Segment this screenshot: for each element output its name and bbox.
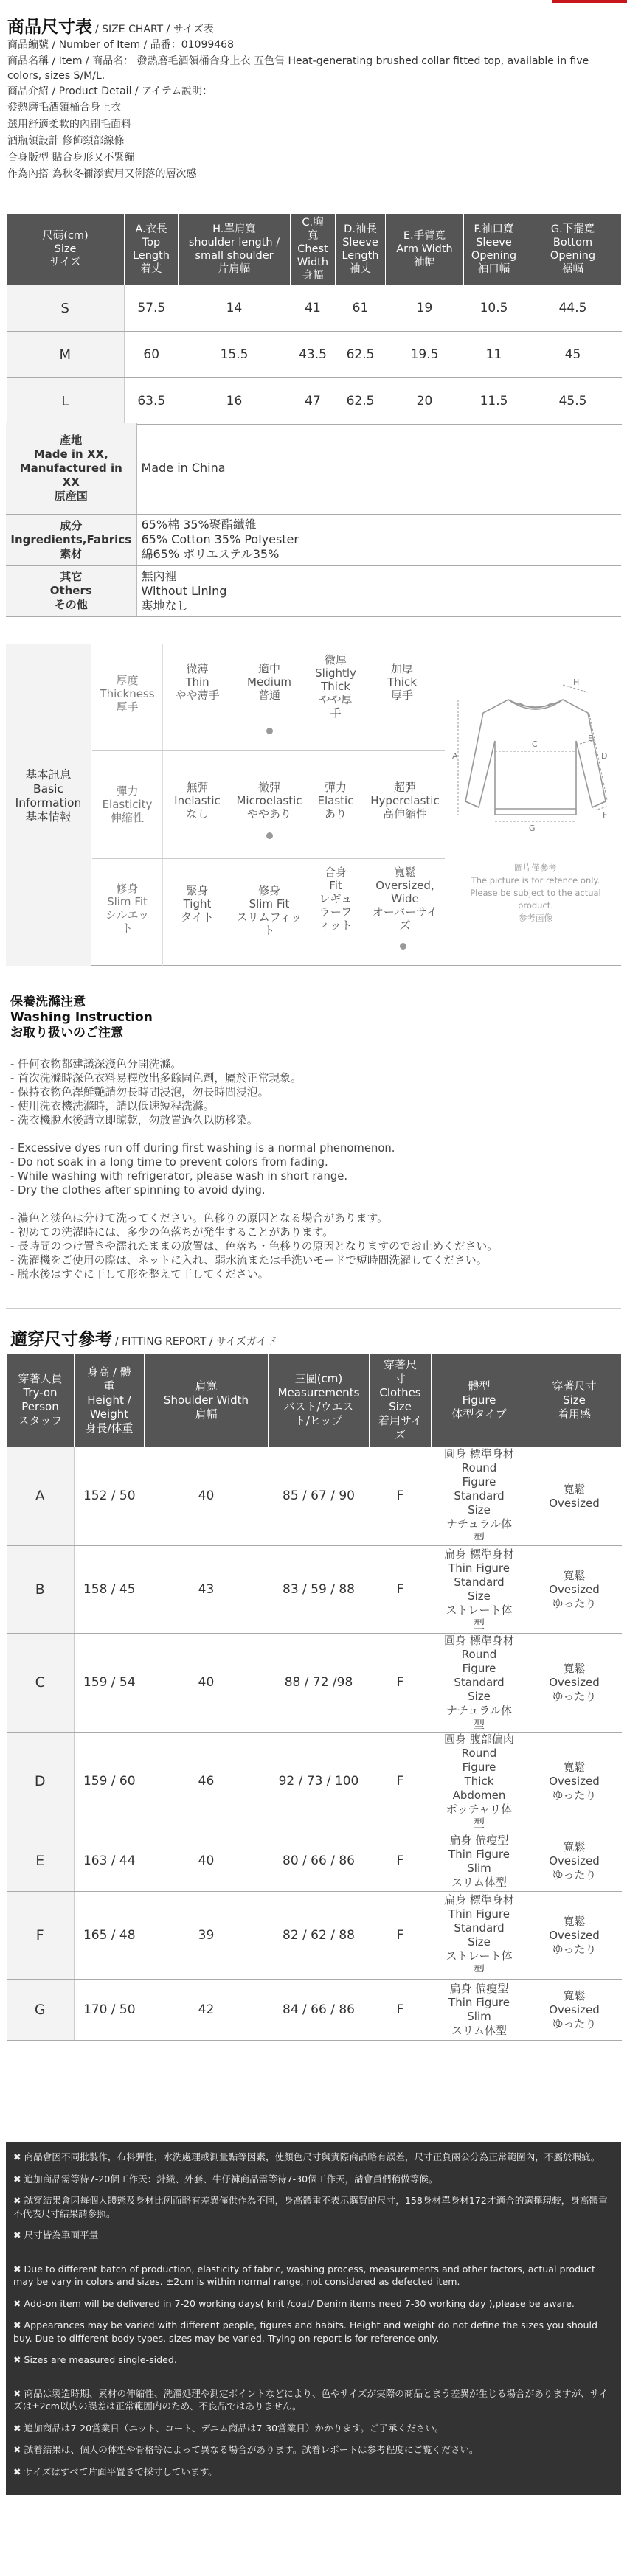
fit-option: 寬鬆 Oversized, Wide オーバーサイ ズ [372, 866, 438, 932]
cell: 16 [179, 378, 291, 425]
washing-line: - 洗濯機をご使用の際は、ネットに入れ、弱水流または手洗いモードで短時間洗濯してください。 [10, 1254, 488, 1267]
washing-line: - 初めての洗濯時には、多少の色落ちが発生することがあります。 [10, 1226, 333, 1239]
product-info [7, 37, 620, 183]
cell: 42 [145, 1980, 269, 2041]
size-table [6, 213, 622, 425]
header-cell: 身高 / 體 重 Height / Weight 身長/体重 [75, 1354, 145, 1447]
cell: 15.5 [179, 332, 291, 378]
fit-option: 修身 Slim Fit スリムフィッ ト [236, 884, 302, 937]
header-cell: A.衣長 Top Length 着丈 [125, 214, 179, 285]
note-line: ✖ サイズはすべて片面平置きで採寸しています。 [13, 2465, 218, 2477]
person-label: G [7, 1980, 75, 2041]
elasticity-option: 彈力 Elastic あり [317, 781, 354, 821]
cell: 152 / 50 [75, 1447, 145, 1546]
cell: 60 [125, 332, 179, 378]
basic-info-grid [92, 644, 445, 966]
cell: 41 [291, 285, 336, 332]
material-row [6, 565, 621, 616]
header-cell: 三圍(cm) Measurements バスト/ウエス ト/ヒップ [269, 1354, 370, 1447]
cell: F [370, 1831, 432, 1892]
notes-en [13, 2263, 614, 2367]
intro-label: 商品介紹 / Product Detail / アイテム說明： [7, 85, 213, 97]
note-line: ✖ 追加商品需等待7-20個工作天：針織、外套、牛仔褲商品需等待7-30個工作天，請會員們稍做等候。 [13, 2173, 438, 2185]
cell: 92 / 73 / 100 [269, 1733, 370, 1831]
note-line: ✖ 試穿結果會因每個人體態及身材比例而略有差異僅供作為不同，身高體重不表示購買的尺寸，158身材單身材172才適合的選擇現較，身高體重不代表尺寸結果請參照。 [13, 2195, 608, 2219]
cell: 39 [145, 1892, 269, 1980]
item-name: 商品名稱 / Item / 商品名： 發熱磨毛酒領桶合身上衣 五色售 Heat-generating brushed collar fitted top, available in five colors, sizes S/M/L. [7, 55, 589, 82]
cell: 57.5 [125, 285, 179, 332]
header-cell: F.袖口寬 Sleeve Opening 袖口幅 [464, 214, 524, 285]
cell: 62.5 [336, 378, 386, 425]
sweater-diagram-icon [451, 670, 620, 877]
intro-line: 作為內搭 為秋冬禰添實用又俐落的層次感 [7, 168, 197, 180]
fit-report-title: 適穿尺寸參考 / FITTING REPORT / サイズガイド [10, 1330, 277, 1349]
cell: 寬鬆 Ovesized ゆったり [527, 1546, 622, 1634]
header-cell: E.手臂寬 Arm Width 袖幅 [386, 214, 464, 285]
fabric-value: 65%棉 35%聚酯纖維 65% Cotton 35% Polyester 綿65% ポリエステル35% [136, 514, 621, 565]
svg-text:D: D [601, 751, 608, 761]
person-label: C [7, 1634, 75, 1733]
header-cell: 體型 Figure 体型タイプ [432, 1354, 527, 1447]
table-row [7, 285, 622, 332]
washing-line: - Do not soak in a long time to prevent colors from fading. [10, 1156, 328, 1169]
cell: 寬鬆 Ovesized ゆったり [527, 1892, 622, 1980]
washing-body [10, 1057, 617, 1281]
notes-zh [13, 2151, 614, 2242]
cell: 163 / 44 [75, 1831, 145, 1892]
svg-text:A: A [452, 751, 458, 761]
cell: F [370, 1892, 432, 1980]
header-cell: 穿著尺 寸 Clothes Size 着用サイ ズ [370, 1354, 432, 1447]
table-row [7, 1733, 622, 1831]
washing-line: - While washing with refrigerator, please wash in short range. [10, 1170, 348, 1183]
cell: 寬鬆 Ovesized ゆったり [527, 1733, 622, 1831]
basic-info-label: 基本訊息 Basic Information 基本情報 [6, 644, 91, 966]
cell: 46 [145, 1733, 269, 1831]
cell: 159 / 60 [75, 1733, 145, 1831]
table-row [7, 1980, 622, 2041]
thickness-indicator [266, 728, 273, 734]
materials-table [6, 423, 621, 617]
others-value: 無內裡 Without Lining 裏地なし [136, 565, 621, 616]
cell: 19.5 [386, 332, 464, 378]
person-label: E [7, 1831, 75, 1892]
header-cell: G.下擺寬 Bottom Opening 裾幅 [524, 214, 622, 285]
note-line: ✖ 追加商品は7-20営業日（ニット、コート、デニム商品は7-30営業日）かかります。ご了承ください。 [13, 2422, 444, 2434]
washing-line: - Dry the clothes after spinning to avoid dying. [10, 1184, 266, 1197]
thickness-option: 加厚 Thick 厚手 [387, 662, 417, 702]
thickness-option: 微薄 Thin やや薄手 [175, 662, 220, 702]
cell: 扁身 標準身材 Thin Figure Standard Size ストレート体 型 [432, 1892, 527, 1980]
cell: 40 [145, 1447, 269, 1546]
svg-text:C: C [532, 739, 538, 749]
table-row [7, 332, 622, 378]
washing-line: - 首次洗滌時深色衣料易釋放出多餘固色劑，屬於正常現象。 [10, 1072, 302, 1085]
header-cell: 穿著尺寸 Size 着用感 [527, 1354, 622, 1447]
cell: 45 [524, 332, 622, 378]
origin-label: 產地 Made in XX, Manufactured in XX 原産国 [6, 423, 136, 514]
cell: 圓身 腹部偏肉 Round Figure Thick Abdomen ポッチャリ体 型 [432, 1733, 527, 1831]
elasticity-option: 無彈 Inelastic なし [174, 781, 221, 821]
cell: 43.5 [291, 332, 336, 378]
size-label: M [7, 332, 125, 378]
fit-report-table [6, 1353, 622, 2041]
fit-option: 緊身 Tight タイト [181, 884, 214, 924]
cell: 82 / 62 / 88 [269, 1892, 370, 1980]
cell: F [370, 1447, 432, 1546]
cell: 47 [291, 378, 336, 425]
cell: 寬鬆 Ovesized [527, 1447, 622, 1546]
washing-title-jp: お取り扱いのご注意 [10, 1026, 123, 1040]
svg-text:F: F [603, 810, 608, 820]
illustration-caption: 圖片僅參考 The picture is for refence only. Please be subject to the actual product. 参考画像 [470, 863, 601, 923]
cell: 寬鬆 Ovesized ゆったり [527, 1980, 622, 2041]
cell: F [370, 1546, 432, 1634]
cell: 扁身 偏瘦型 Thin Figure Slim スリム体型 [432, 1980, 527, 2041]
person-label: F [7, 1892, 75, 1980]
cell: 10.5 [464, 285, 524, 332]
table-row [7, 1892, 622, 1980]
cell: 61 [336, 285, 386, 332]
cell: F [370, 1733, 432, 1831]
size-label: L [7, 378, 125, 425]
elasticity-label: 彈力 Elasticity 伸縮性 [102, 784, 153, 824]
garment-illustration [451, 644, 620, 966]
thickness-option: 微厚 Slightly Thick やや厚 手 [315, 653, 356, 720]
cell: 62.5 [336, 332, 386, 378]
fit-option: 合身 Fit レギュ ラーフ ィット [319, 866, 353, 932]
cell: 63.5 [125, 378, 179, 425]
washing-line: - 保持衣物色澤鮮艷請勿長時間浸泡，勿長時間浸泡。 [10, 1086, 269, 1099]
elasticity-option: 微彈 Microelastic ややあり [236, 781, 302, 821]
cell: 159 / 54 [75, 1634, 145, 1733]
cell: 19 [386, 285, 464, 332]
basic-info [6, 644, 621, 966]
size-label: S [7, 285, 125, 332]
cell: 88 / 72 /98 [269, 1634, 370, 1733]
washing-line: - 脱水後はすぐに干して形を整えて干してください。 [10, 1268, 269, 1281]
cell: 11.5 [464, 378, 524, 425]
note-line: ✖ Appearances may be varied with different people, figures and habits. Height and weight do not define the sizes you should buy. Due to different body types, sizes may be varied. Trying on report is for reference only. [13, 2319, 597, 2344]
material-row [6, 514, 621, 565]
cell: 170 / 50 [75, 1980, 145, 2041]
material-row [6, 423, 621, 514]
top-accent-bar [552, 0, 627, 3]
cell: 40 [145, 1634, 269, 1733]
washing-instructions [6, 975, 621, 1309]
header-cell: 尺碼(cm) Size サイズ [7, 214, 125, 285]
washing-line: - 使用洗衣機洗滌時，請以低速短程洗滌。 [10, 1100, 215, 1113]
fit-table-header [7, 1354, 622, 1447]
cell: F [370, 1980, 432, 2041]
cell: 84 / 66 / 86 [269, 1980, 370, 2041]
cell: F [370, 1634, 432, 1733]
page-subtitle: / SIZE CHART / サイズ表 [95, 24, 214, 35]
svg-text:H: H [573, 678, 580, 687]
page-title: 商品尺寸表 / SIZE CHART / サイズ表 [7, 18, 214, 37]
others-label: 其它 Others その他 [6, 565, 136, 616]
fabric-label: 成分 Ingredients,Fabrics 素材 [6, 514, 136, 565]
washing-line: - 濃色と淡色は分けて洗ってください。色移りの原因となる場合があります。 [10, 1212, 388, 1225]
thickness-label: 厚度 Thickness 厚手 [100, 674, 155, 714]
header-cell: 肩寬 Shoulder Width 肩幅 [145, 1354, 269, 1447]
cell: 83 / 59 / 88 [269, 1546, 370, 1634]
washing-line: - 洗衣機脫水後請立即晾乾，勿放置過久以防移染。 [10, 1114, 258, 1127]
cell: 圓身 標準身材 Round Figure Standard Size ナチュラル体 型 [432, 1447, 527, 1546]
table-row [7, 378, 622, 425]
cell: 43 [145, 1546, 269, 1634]
note-line: ✖ Sizes are measured single-sided. [13, 2354, 177, 2365]
person-label: B [7, 1546, 75, 1634]
item-number: 商品編號 / Number of Item / 品番：01099468 [7, 39, 234, 51]
table-row [7, 1447, 622, 1546]
cell: 14 [179, 285, 291, 332]
fit-indicator [400, 943, 406, 950]
elasticity-indicator [266, 832, 273, 839]
cell: 80 / 66 / 86 [269, 1831, 370, 1892]
cell: 11 [464, 332, 524, 378]
header-cell: H.單肩寬 shoulder length / small shoulder 片肩幅 [179, 214, 291, 285]
washing-title-en: Washing Instruction [10, 1010, 153, 1025]
table-row [7, 1831, 622, 1892]
table-row [7, 1546, 622, 1634]
fit-label: 修身 Slim Fit シルエッ ト [105, 882, 150, 935]
header-cell: 穿著人員 Try-on Person スタッフ [7, 1354, 75, 1447]
note-line: ✖ Due to different batch of production, elasticity of fabric, washing process, measurements and other factors, actual product may be vary in colors and sizes. ±2cm is within normal range, not considered as defected item. [13, 2263, 595, 2287]
elasticity-option: 超彈 Hyperelastic 高伸縮性 [370, 781, 440, 821]
note-line: ✖ 試着結果は、個人の体型や骨格等によって異なる場合があります。試着レポートは参考程度にご覧ください。 [13, 2444, 479, 2455]
note-line: ✖ 商品は製造時期、素材の伸縮性、洗濯処理や測定ポイントなどにより、色やサイズが実際の商品とまう差異が生じる場合がありますが、サイズは±2cm以内の誤差は正常範囲内のため、不良品ではありません。 [13, 2387, 609, 2412]
svg-text:E: E [588, 734, 593, 743]
note-line: ✖ Add-on item will be delivered in 7-20 working days( knit /coat/ Denim items need 7-30 working day ),please be aware. [13, 2297, 575, 2309]
cell: 扁身 偏瘦型 Thin Figure Slim スリム体型 [432, 1831, 527, 1892]
table-row [7, 1634, 622, 1733]
fit-report-subtitle: / FITTING REPORT / サイズガイド [115, 1336, 277, 1348]
cell: 85 / 67 / 90 [269, 1447, 370, 1546]
thickness-option: 適中 Medium 普通 [247, 662, 291, 702]
intro-line: 酒瓶領設計 修飾頸部線條 [7, 135, 125, 147]
cell: 寬鬆 Ovesized ゆったり [527, 1634, 622, 1733]
intro-line: 合身版型 貼合身形又不緊繃 [7, 151, 135, 164]
note-line: ✖ 商品會因不同批製作，布料彈性，水洗處理或測量點等因素，使顏色尺寸與實際商品略有誤差，尺寸正負兩公分為正常範圍內，不屬於瑕疵。 [13, 2151, 600, 2162]
notes-jp [13, 2387, 614, 2479]
note-line: ✖ 尺寸皆為單面平量 [13, 2229, 99, 2241]
washing-line: - 長時間のつけ置きや濡れたままの放置は、色落ち・色移りの原因となりますのでお止めください。 [10, 1240, 499, 1253]
cell: 40 [145, 1831, 269, 1892]
cell: 44.5 [524, 285, 622, 332]
cell: 165 / 48 [75, 1892, 145, 1980]
washing-line: - Excessive dyes run off during first washing is a normal phenomenon. [10, 1142, 395, 1155]
svg-text:G: G [529, 824, 536, 833]
header-cell: D.袖長 Sleeve Length 袖丈 [336, 214, 386, 285]
origin-value: Made in China [136, 423, 621, 514]
intro-line: 發熱磨毛酒領桶合身上衣 [7, 102, 121, 114]
person-label: A [7, 1447, 75, 1546]
notes-section [6, 2142, 621, 2495]
cell: 45.5 [524, 378, 622, 425]
washing-line: - 任何衣物都建議深淺色分開洗滌。 [10, 1058, 181, 1071]
cell: 圓身 標準身材 Round Figure Standard Size ナチュラル体 型 [432, 1634, 527, 1733]
person-label: D [7, 1733, 75, 1831]
size-table-header [7, 214, 622, 285]
washing-title-zh: 保養洗滌注意 [10, 995, 86, 1009]
cell: 扁身 標準身材 Thin Figure Standard Size ストレート体 型 [432, 1546, 527, 1634]
header-cell: C.胸 寬 Chest Width 身幅 [291, 214, 336, 285]
intro-line: 選用舒適柔軟的內刷毛面料 [7, 118, 131, 130]
cell: 20 [386, 378, 464, 425]
cell: 158 / 45 [75, 1546, 145, 1634]
cell: 寬鬆 Ovesized ゆったり [527, 1831, 622, 1892]
